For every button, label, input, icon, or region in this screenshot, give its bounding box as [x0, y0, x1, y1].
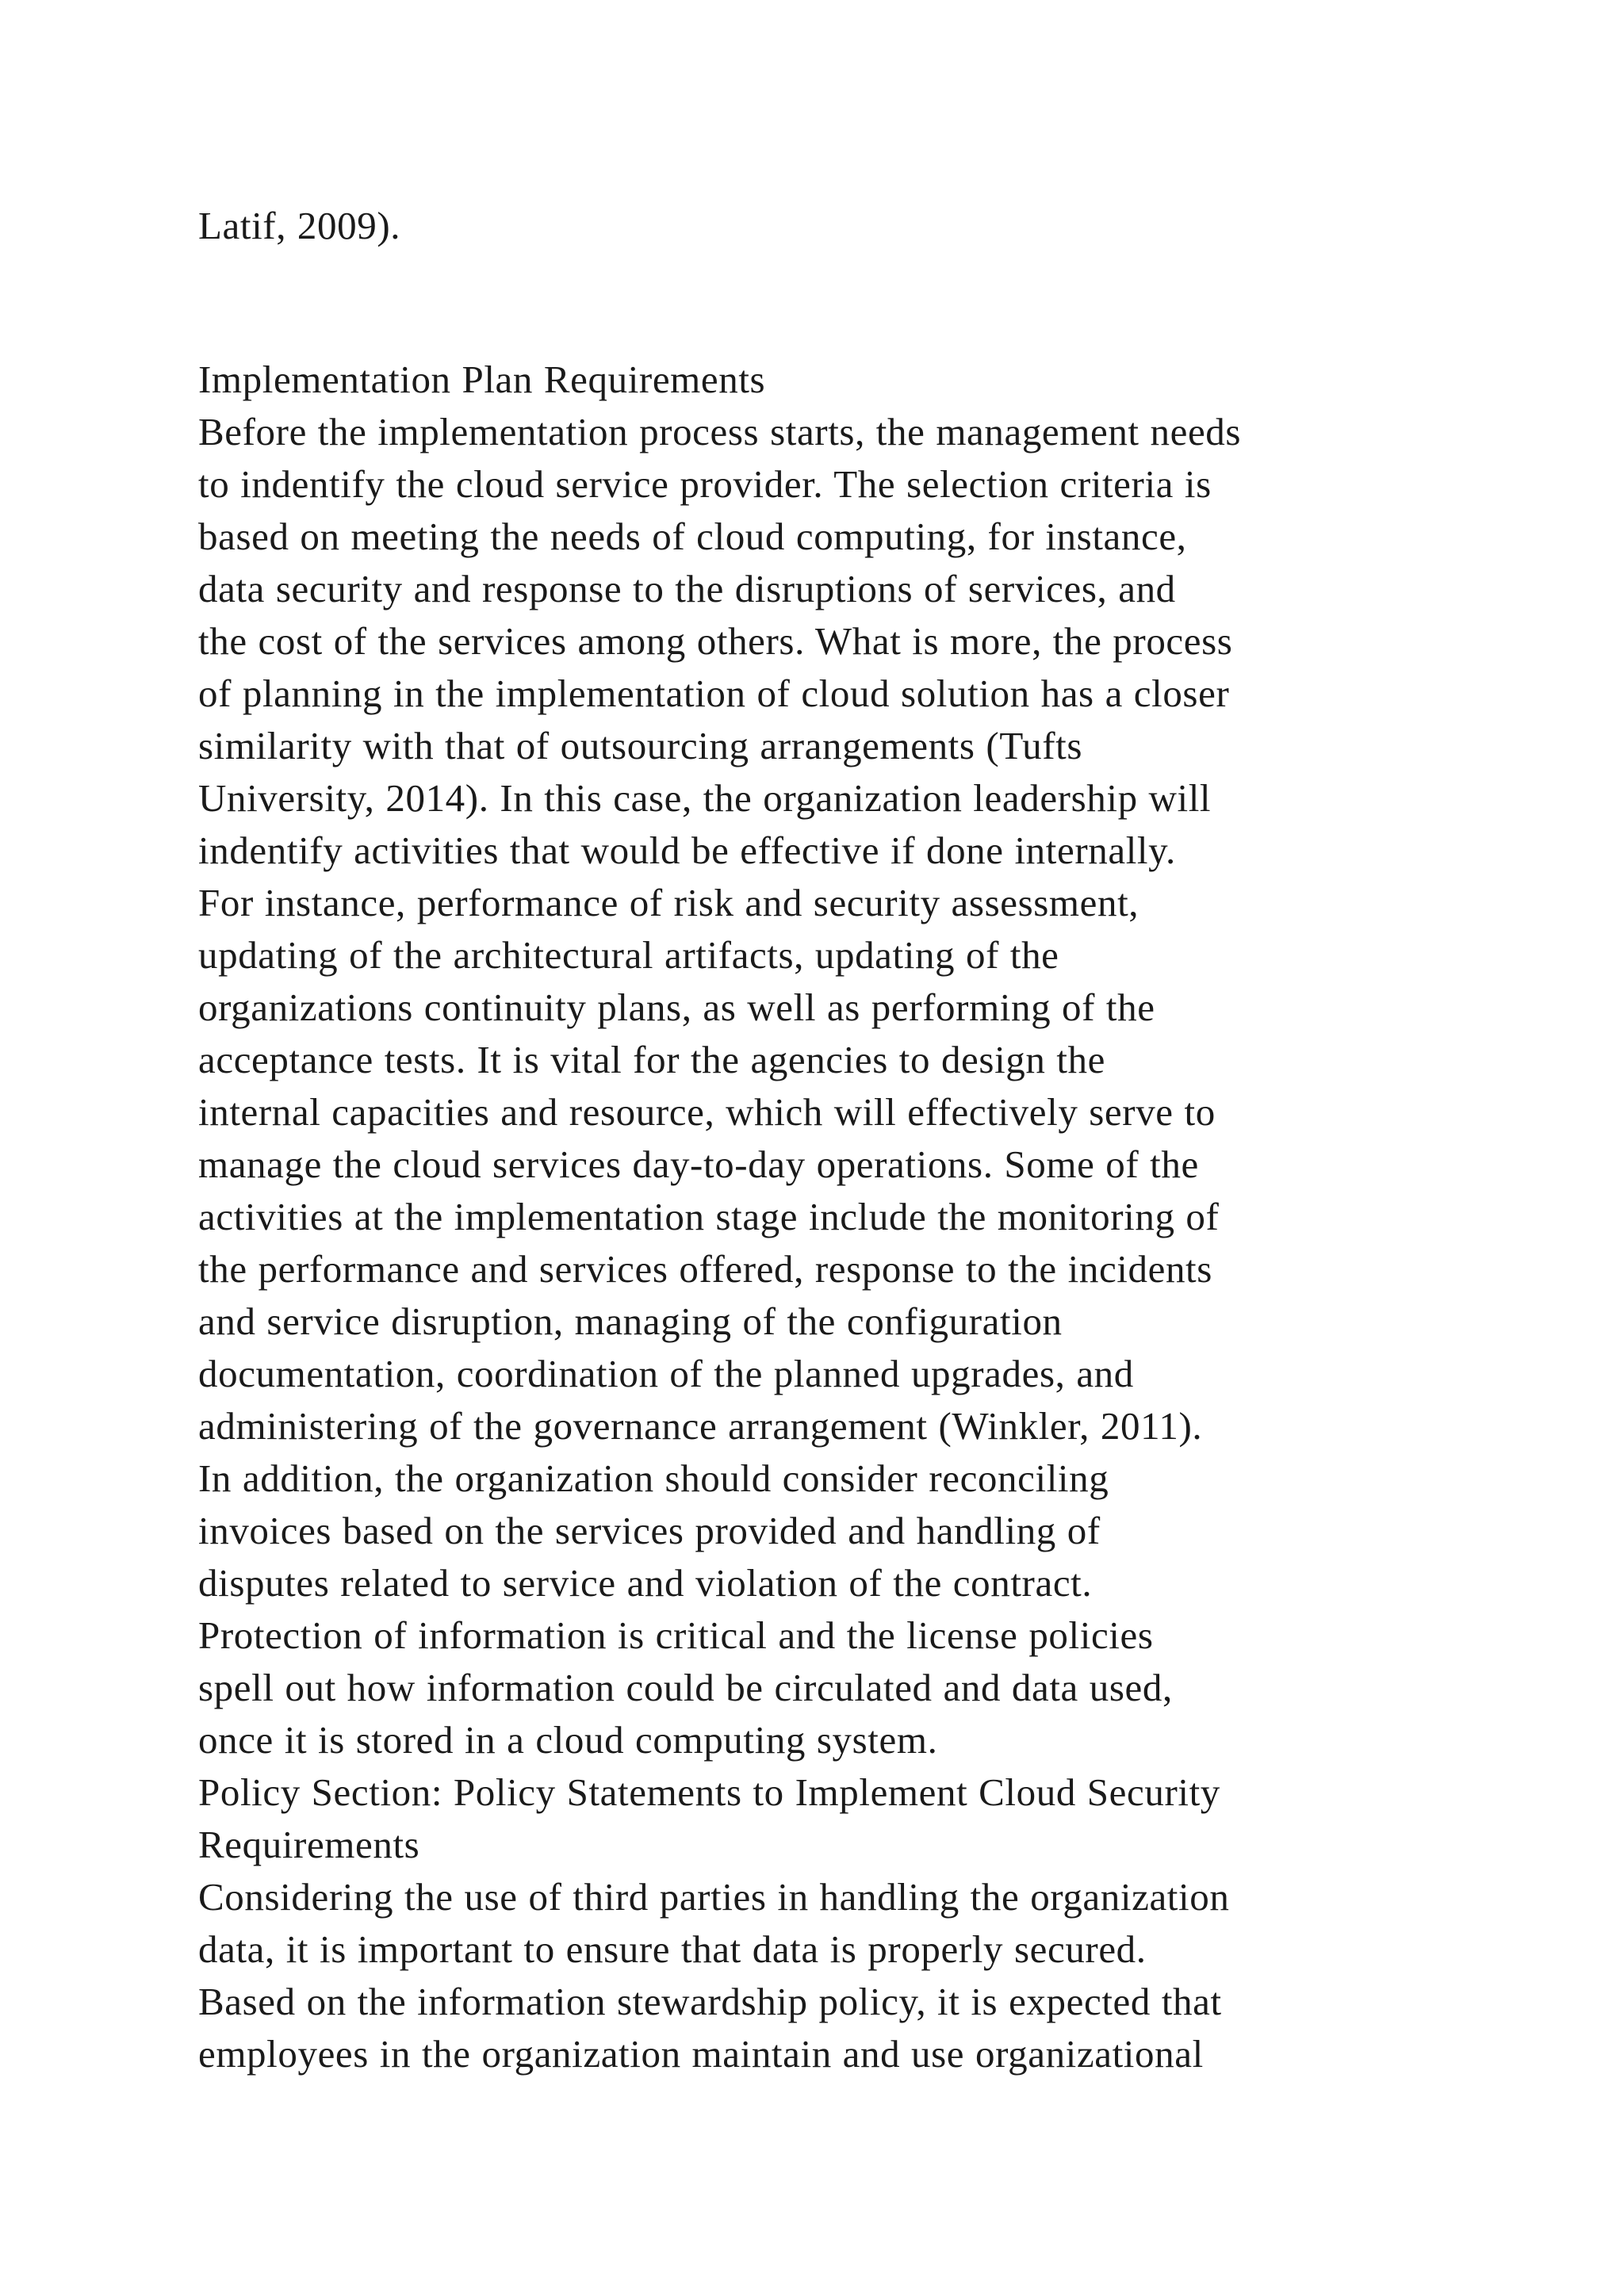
text-line: manage the cloud services day-to-day operations. Some of the — [198, 1142, 1199, 1186]
section-heading: Requirements — [198, 1823, 420, 1866]
text-line: the cost of the services among others. What is more, the process — [198, 619, 1233, 663]
text-line: the performance and services offered, response to the incidents — [198, 1247, 1212, 1291]
text-line: internal capacities and resource, which will effectively serve to — [198, 1090, 1216, 1134]
text-line: administering of the governance arrangement (Winkler, 2011). — [198, 1404, 1203, 1448]
section-heading: Implementation Plan Requirements — [198, 358, 766, 401]
text-line: similarity with that of outsourcing arrangements (Tufts — [198, 724, 1083, 767]
text-line: data, it is important to ensure that data is properly secured. — [198, 1927, 1147, 1971]
text-line: invoices based on the services provided and handling of — [198, 1509, 1101, 1552]
text-line: activities at the implementation stage include the monitoring of — [198, 1195, 1220, 1238]
text-line: data security and response to the disruptions of services, and — [198, 567, 1176, 610]
text-line: indentify activities that would be effective if done internally. — [198, 828, 1176, 872]
text-line: In addition, the organization should consider reconciling — [198, 1456, 1109, 1500]
text-line: to indentify the cloud service provider. The selection criteria is — [198, 462, 1212, 506]
text-line: based on meeting the needs of cloud computing, for instance, — [198, 515, 1187, 558]
text-line: Based on the information stewardship policy, it is expected that — [198, 1980, 1222, 2023]
text-line: organizations continuity plans, as well as performing of the — [198, 985, 1155, 1029]
text-line: Considering the use of third parties in handling the organization — [198, 1875, 1230, 1919]
text-line: spell out how information could be circulated and data used, — [198, 1666, 1173, 1709]
text-line: employees in the organization maintain and use organizational — [198, 2032, 1204, 2076]
text-line: University, 2014). In this case, the organization leadership will — [198, 776, 1212, 820]
text-line: updating of the architectural artifacts, updating of the — [198, 933, 1059, 977]
text-line: Protection of information is critical and the license policies — [198, 1613, 1154, 1657]
text-line: documentation, coordination of the planned upgrades, and — [198, 1352, 1134, 1395]
text-line: of planning in the implementation of cloud solution has a closer — [198, 672, 1230, 715]
text-line: acceptance tests. It is vital for the agencies to design the — [198, 1038, 1106, 1081]
text-line: disputes related to service and violation of the contract. — [198, 1561, 1093, 1605]
text-line: Latif, 2009). — [198, 204, 401, 247]
section-heading: Policy Section: Policy Statements to Implement Cloud Security — [198, 1770, 1220, 1814]
text-line: and service disruption, managing of the configuration — [198, 1299, 1063, 1343]
text-line: For instance, performance of risk and security assessment, — [198, 881, 1139, 924]
text-line: once it is stored in a cloud computing system. — [198, 1718, 938, 1762]
text-line: Before the implementation process starts, the management needs — [198, 410, 1242, 453]
